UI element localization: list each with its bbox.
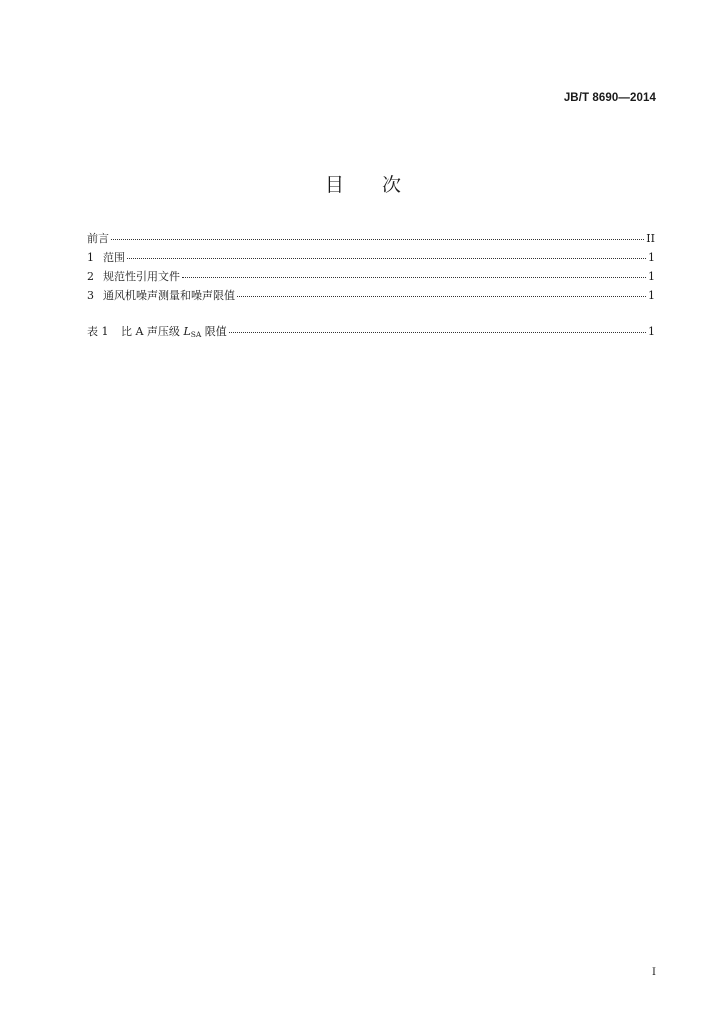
toc-entry-table-1[interactable]	[87, 323, 655, 342]
label-suffix: 限值	[201, 325, 227, 338]
label-prefix: 比 A 声压级	[121, 325, 184, 338]
dot-leader	[182, 277, 646, 278]
toc-entry-page: 1	[648, 289, 655, 302]
toc-entry-section-1[interactable]	[87, 249, 655, 268]
toc-entry-label: 范围	[103, 251, 125, 264]
toc-entry-page: II	[646, 232, 655, 245]
toc-entry-label: 前言	[87, 232, 109, 245]
toc-entry-label: 规范性引用文件	[103, 270, 180, 283]
dot-leader	[229, 332, 646, 333]
toc-entry-page: 1	[648, 325, 655, 338]
toc-title-char-2: 次	[382, 174, 402, 196]
toc-entry-number: 3	[87, 289, 94, 302]
dot-leader	[237, 296, 646, 297]
toc-title-char-1: 目	[324, 174, 344, 196]
dot-leader	[127, 258, 646, 259]
toc-entry-section-3[interactable]	[87, 287, 655, 306]
toc-entry-number: 2	[87, 270, 94, 283]
dot-leader	[111, 239, 644, 240]
toc-title	[0, 170, 726, 197]
toc-entry-number: 1	[87, 251, 94, 264]
standard-code: JB/T 8690—2014	[563, 92, 656, 104]
label-subscript: SA	[190, 330, 202, 339]
label-variable: L	[183, 325, 191, 338]
toc-entry-label	[121, 323, 227, 339]
toc-entry-section-2[interactable]	[87, 268, 655, 287]
table-of-contents	[87, 230, 655, 342]
toc-entry-page: 1	[648, 270, 655, 283]
toc-entry-number: 表 1	[87, 325, 109, 338]
toc-entry-preface[interactable]	[87, 230, 655, 249]
toc-entry-label: 通风机噪声测量和噪声限值	[103, 289, 235, 302]
toc-entry-page: 1	[648, 251, 655, 264]
page-number: I	[652, 967, 656, 978]
